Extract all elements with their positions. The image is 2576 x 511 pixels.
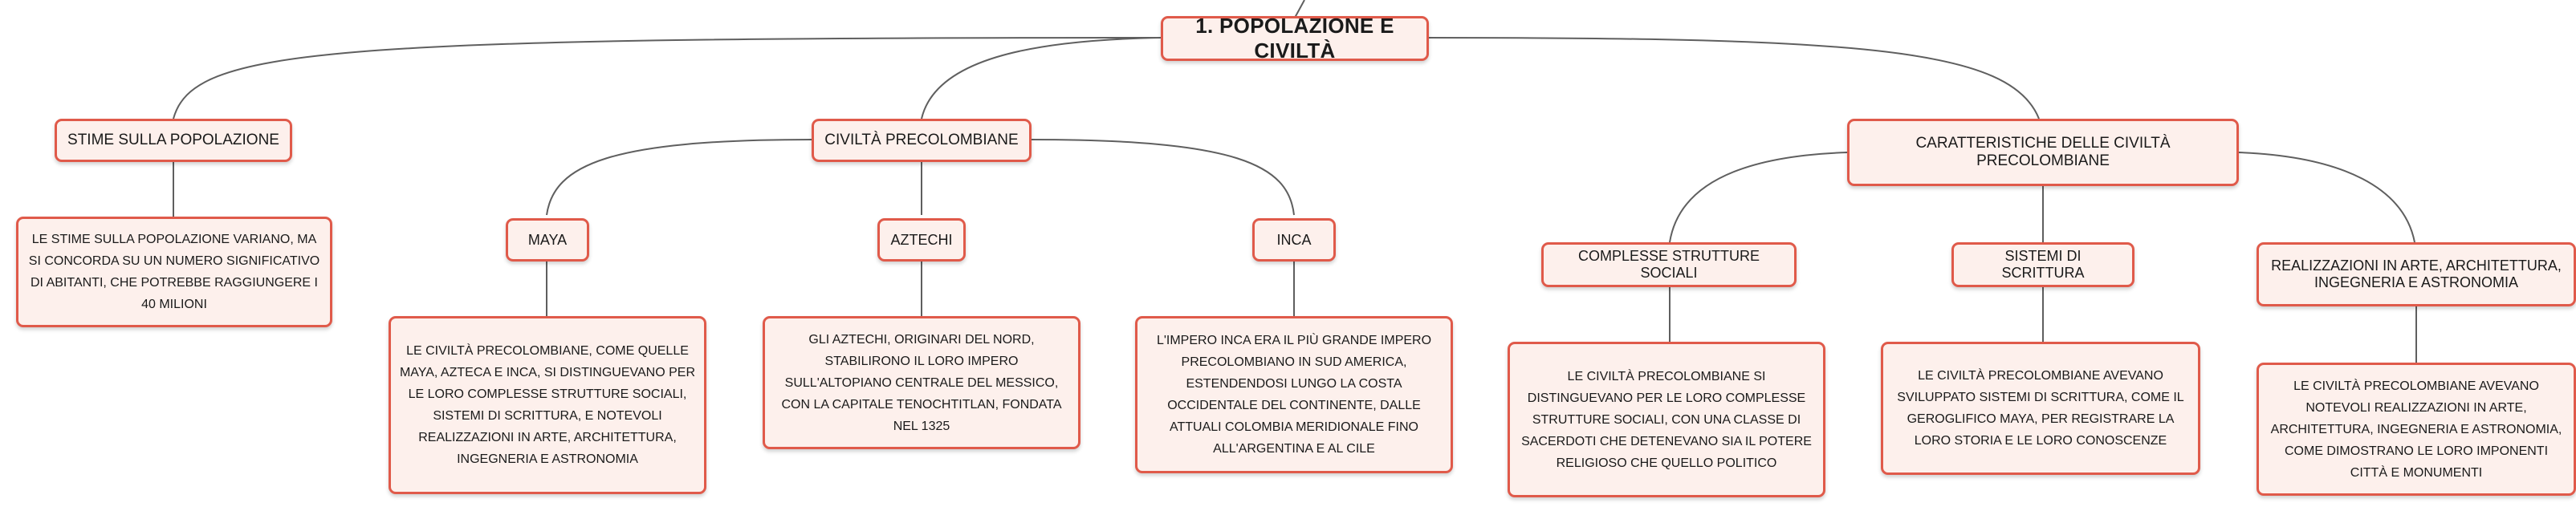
subtopic-maya[interactable] xyxy=(506,218,589,262)
topic-civilta-label: CIVILTÀ PRECOLOMBIANE xyxy=(824,132,1019,148)
topic-caratteristiche[interactable] xyxy=(1847,119,2239,186)
note-inca-text: L'IMPERO INCA ERA IL PIÙ GRANDE IMPERO PRECOLOMBIANO IN SUD AMERICA, ESTENDENDOSI LUNGO LA COSTA OCCIDENTALE DEL CONTINENTE, DALLE ATTUALI COLOMBIA MERIDIONALE FINO ALL'ARGENTINA E AL CILE xyxy=(1156,334,1432,456)
subtopic-realizzazioni-label: REALIZZAZIONI IN ARTE, ARCHITETTURA, INGEGNERIA E ASTRONOMIA xyxy=(2271,258,2562,290)
topic-caratteristiche-label: CARATTERISTICHE DELLE CIVILTÀ PRECOLOMBIANE xyxy=(1915,135,2171,169)
connector-civilta-maya xyxy=(547,140,812,215)
note-stime[interactable] xyxy=(16,217,332,327)
note-scrittura[interactable] xyxy=(1881,342,2200,475)
subtopic-strutture[interactable] xyxy=(1541,242,1797,287)
note-aztechi[interactable] xyxy=(763,316,1080,449)
subtopic-scrittura-label: SISTEMI DI SCRITTURA xyxy=(2001,248,2085,281)
topic-stime-label: STIME SULLA POPOLAZIONE xyxy=(67,132,279,148)
note-aztechi-text: GLI AZTECHI, ORIGINARI DEL NORD, STABILIRONO IL LORO IMPERO SULL'ALTOPIANO CENTRALE DEL MESSICO, CON LA CAPITALE TENOCHTITLAN, FONDATA NEL 1325 xyxy=(781,332,1062,433)
note-stime-text: LE STIME SULLA POPOLAZIONE VARIANO, MA SI CONCORDA SU UN NUMERO SIGNIFICATIVO DI ABITANTI, CHE POTREBBE RAGGIUNGERE I 40 MILIONI xyxy=(28,233,320,311)
note-maya[interactable] xyxy=(389,316,706,494)
topic-stime[interactable] xyxy=(55,119,292,162)
note-realizzazioni[interactable] xyxy=(2257,363,2576,496)
note-strutture-text: LE CIVILTÀ PRECOLOMBIANE SI DISTINGUEVANO PER LE LORO COMPLESSE STRUTTURE SOCIALI, CON UNA CLASSE DI SACERDOTI CHE DETENEVANO SIA IL POTERE RELIGIOSO CHE QUELLO POLITICO xyxy=(1521,369,1812,470)
connector-caratteristiche-realizzazioni xyxy=(2239,152,2415,242)
connector-civilta-inca xyxy=(1031,140,1294,215)
note-maya-text: LE CIVILTÀ PRECOLOMBIANE, COME QUELLE MAYA, AZTECA E INCA, SI DISTINGUEVANO PER LE LORO COMPLESSE STRUTTURE SOCIALI, SISTEMI DI SCRITTURA, E NOTEVOLI REALIZZAZIONI IN ARTE, ARCHITETTURA, INGEGNERIA E ASTRONOMIA xyxy=(399,344,696,466)
subtopic-strutture-label: COMPLESSE STRUTTURE SOCIALI xyxy=(1577,248,1760,281)
root-node[interactable] xyxy=(1161,16,1429,61)
note-strutture[interactable] xyxy=(1508,342,1825,497)
subtopic-maya-label: MAYA xyxy=(527,231,568,248)
note-scrittura-text: LE CIVILTÀ PRECOLOMBIANE AVEVANO SVILUPPATO SISTEMI DI SCRITTURA, COME IL GEROGLIFICO MAYA, PER REGISTRARE LA LORO STORIA E LE LORO CONOSCENZE xyxy=(1897,369,2184,448)
subtopic-inca-label: INCA xyxy=(1276,231,1312,248)
topic-civilta[interactable] xyxy=(812,119,1032,162)
note-inca[interactable] xyxy=(1135,316,1453,473)
subtopic-aztechi-label: AZTECHI xyxy=(890,231,953,248)
connector-root-civilta xyxy=(922,38,1161,119)
note-realizzazioni-text: LE CIVILTÀ PRECOLOMBIANE AVEVANO NOTEVOLI REALIZZAZIONI IN ARTE, ARCHITETTURA, INGEGNERIA E ASTRONOMIA, COME DIMOSTRANO LE LORO IMPONENTI CITTÀ E MONUMENTI xyxy=(2270,379,2562,480)
root-label: 1. POPOLAZIONE E CIVILTÀ xyxy=(1195,14,1394,63)
subtopic-scrittura[interactable] xyxy=(1951,242,2134,287)
connector-root-stime xyxy=(173,38,1161,119)
connector-caratteristiche-strutture xyxy=(1670,152,1847,242)
subtopic-realizzazioni[interactable] xyxy=(2257,242,2576,306)
connector-root-caratteristiche xyxy=(1429,38,2039,119)
subtopic-aztechi[interactable] xyxy=(877,218,966,262)
subtopic-inca[interactable] xyxy=(1252,218,1336,262)
